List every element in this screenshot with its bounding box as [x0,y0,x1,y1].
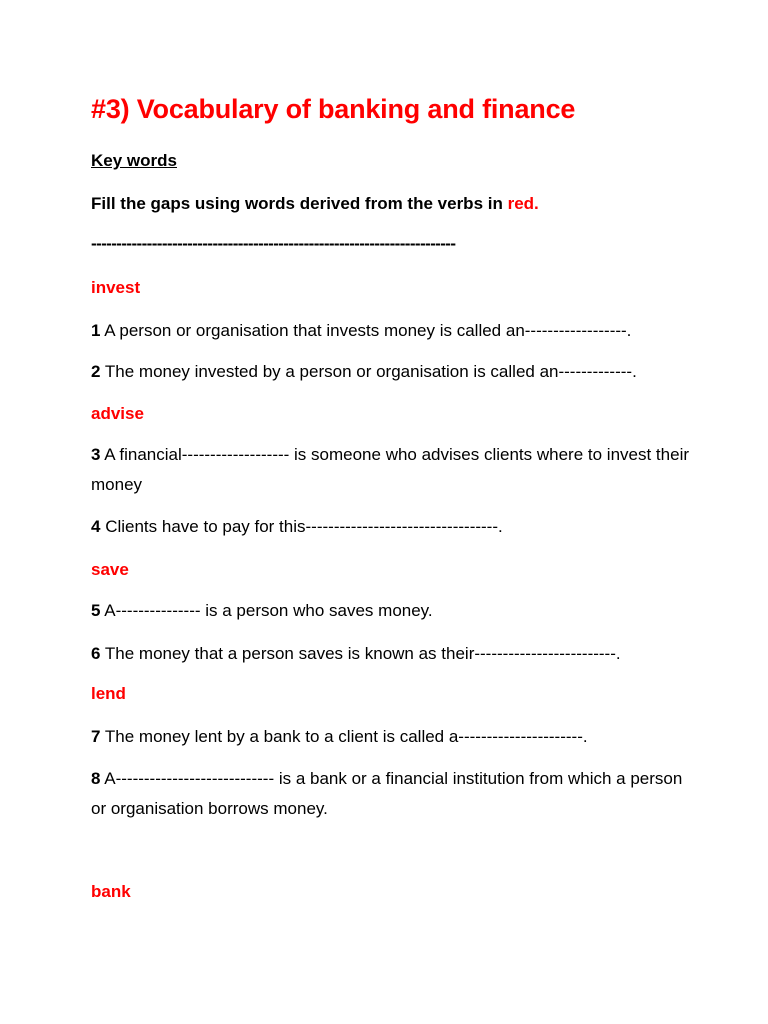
question-5 [91,596,691,626]
key-words-heading: Key words [91,151,177,170]
section-heading-bank: bank [91,882,131,901]
question-number: 3 [91,445,101,464]
question-3 [91,440,691,500]
question-text: A---------------------------- is a bank or a financial institution from which a person or organisation borrows money. [91,769,683,818]
question-number: 6 [91,644,101,663]
question-number: 2 [91,362,101,381]
question-number: 4 [91,517,101,536]
section-heading-invest: invest [91,278,141,297]
question-text: A financial------------------- is someone who advises clients where to invest their money [91,445,690,494]
question-text: Clients have to pay for this----------------------------------. [100,517,503,536]
question-number: 5 [91,601,101,620]
question-text: The money that a person saves is known as their-------------------------. [100,644,621,663]
question-1 [91,316,691,346]
question-number: 8 [91,769,101,788]
divider-line: ------------------------------------------------------------------------ [91,234,456,253]
section-heading-advise: advise [91,404,144,423]
question-8 [91,764,691,824]
instruction-main: Fill the gaps using words derived from the verbs in [91,194,508,213]
question-text: A person or organisation that invests money is called an------------------. [100,321,632,340]
instruction-text [91,194,539,214]
section-heading-lend: lend [91,684,126,703]
question-text: The money invested by a person or organisation is called an-------------. [100,362,637,381]
section-heading-save: save [91,560,129,579]
question-number: 1 [91,321,101,340]
question-6 [91,639,691,669]
page-title: #3) Vocabulary of banking and finance [91,94,576,124]
question-2 [91,357,691,387]
question-text: The money lent by a bank to a client is called a----------------------. [100,727,588,746]
question-4 [91,512,691,542]
question-text: A--------------- is a person who saves money. [100,601,433,620]
question-number: 7 [91,727,101,746]
instruction-highlight: red. [507,194,539,213]
question-7 [91,722,691,752]
